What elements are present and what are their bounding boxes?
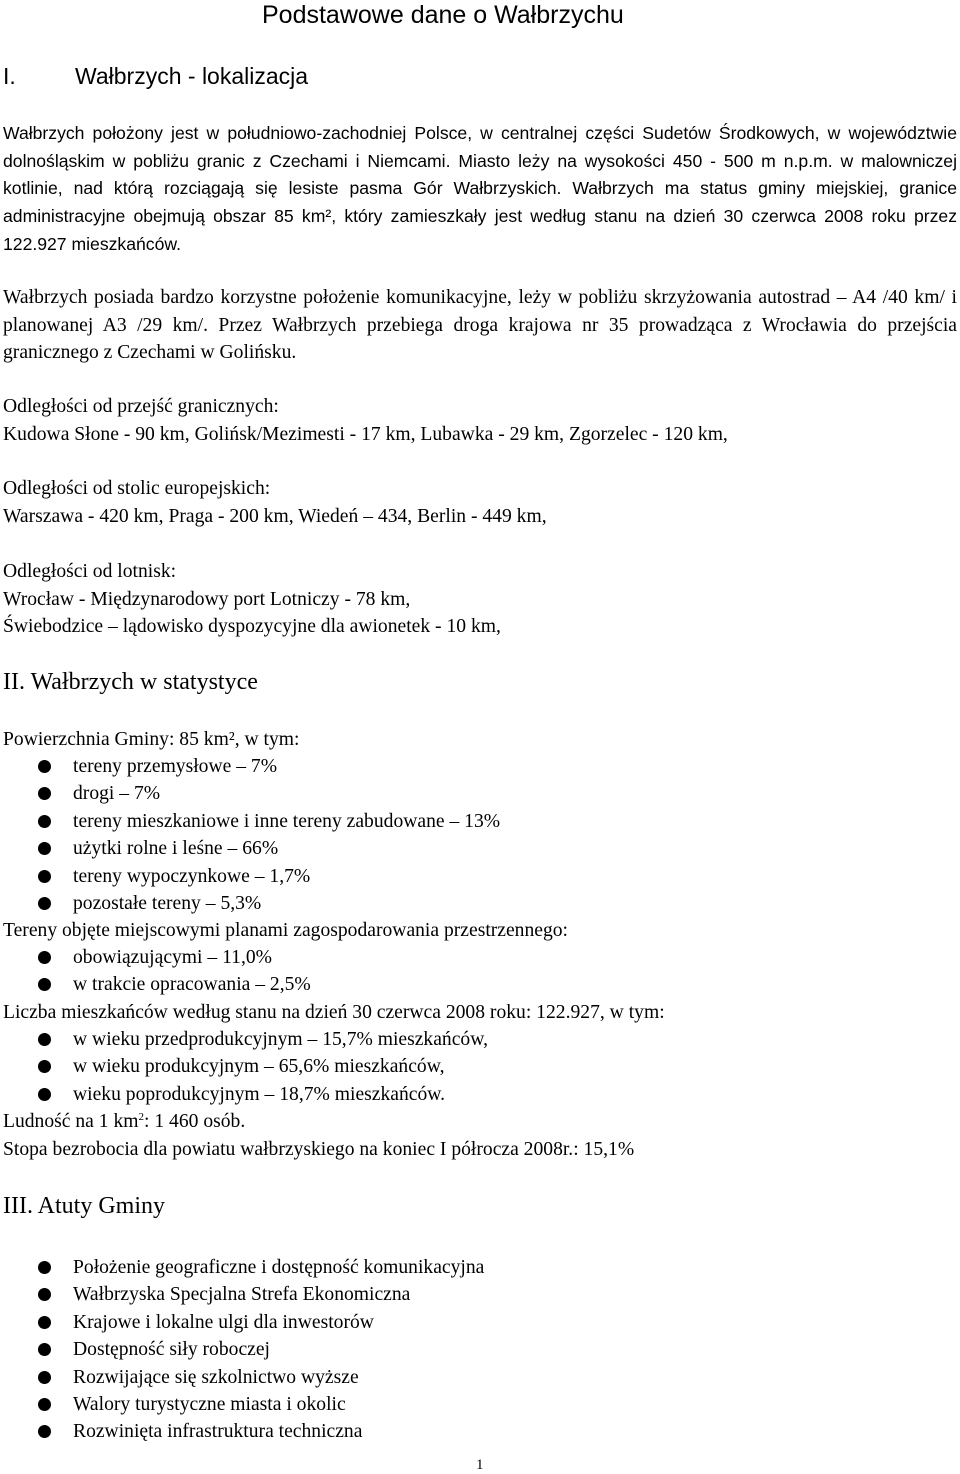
section-3-heading-text: Atuty Gminy <box>37 1193 166 1219</box>
list-item: Położenie geograficzne i dostępność komunikacyjna <box>0 1254 484 1281</box>
bullet-icon <box>38 1343 51 1356</box>
list-item: tereny wypoczynkowe – 1,7% <box>0 863 500 890</box>
list-item: obowiązującymi – 11,0% <box>0 944 311 971</box>
list-item: pozostałe tereny – 5,3% <box>0 890 500 917</box>
bullet-icon <box>38 951 51 964</box>
border-distances-text: Kudowa Słone - 90 km, Golińsk/Mezimesti - 17 km, Lubawka - 29 km, Zgorzelec - 120 km, <box>3 424 728 445</box>
airports-label: Odległości od lotnisk: <box>3 561 177 582</box>
bullet-icon <box>38 1398 51 1411</box>
list-item: tereny mieszkaniowe i inne tereny zabudowane – 13% <box>0 808 500 835</box>
airport-swiebodzice: Świebodzice – lądowisko dyspozycyjne dla awionetek - 10 km, <box>3 616 501 637</box>
bullet-icon <box>38 870 51 883</box>
airport-wroclaw: Wrocław - Międzynarodowy port Lotniczy - 78 km, <box>3 589 411 610</box>
section-1-heading-text: Wałbrzych - lokalizacja <box>75 63 309 89</box>
section-3-heading <box>3 1191 165 1221</box>
list-item: Rozwinięta infrastruktura techniczna <box>0 1418 484 1445</box>
location-paragraph: Wałbrzych położony jest w południowo-zachodniej Polsce, w centralnej części Sudetów Środkowych, w województwie dolnośląskim w pobliżu granic z Czechami i Niemcami. Miasto leży na wysokości 450 - 500 m n.p.m. w malowniczej kotlinie, nad którą rozciągają się lesiste pasma Gór Wałbrzyskich. Wałbrzych ma status gminy miejskiej, granice administracyjne obejmują obszar 85 km², który zamieszkały jest według stanu na dzień 30 czerwca 2008 roku przez 122.927 mieszkańców. <box>3 123 957 254</box>
bullet-icon <box>38 815 51 828</box>
bullet-icon <box>38 897 51 910</box>
list-item: Dostępność siły roboczej <box>0 1336 484 1363</box>
bullet-icon <box>38 1425 51 1438</box>
advantages-list <box>0 1254 484 1446</box>
bullet-icon <box>38 760 51 773</box>
bullet-icon <box>38 1033 51 1046</box>
area-label: Powierzchnia Gminy: 85 km², w tym: <box>3 729 300 750</box>
list-item: wieku poprodukcyjnym – 18,7% mieszkańców. <box>0 1081 488 1108</box>
list-item: Rozwijające się szkolnictwo wyższe <box>0 1364 484 1391</box>
list-item: Wałbrzyska Specjalna Strefa Ekonomiczna <box>0 1281 484 1308</box>
document-title: Podstawowe dane o Wałbrzychu <box>262 1 624 29</box>
list-item: w wieku produkcyjnym – 65,6% mieszkańców, <box>0 1053 488 1080</box>
section-1-number: I. <box>3 63 16 89</box>
list-item: drogi – 7% <box>0 780 500 807</box>
population-list <box>0 1026 488 1108</box>
plans-list <box>0 944 311 999</box>
section-2-heading <box>3 667 258 697</box>
bullet-icon <box>38 842 51 855</box>
capitals-distances-label: Odległości od stolic europejskich: <box>3 478 271 499</box>
population-density: Ludność na 1 $km^2$: 1 460 osób. <box>3 1111 246 1132</box>
list-item: Walory turystyczne miasta i okolic <box>0 1391 484 1418</box>
bullet-icon <box>38 1316 51 1329</box>
bullet-icon <box>38 787 51 800</box>
unemployment-rate: Stopa bezrobocia dla powiatu wałbrzyskiego na koniec I półrocza 2008r.: 15,1% <box>3 1139 635 1160</box>
list-item: w trakcie opracowania – 2,5% <box>0 971 311 998</box>
section-1-heading <box>3 62 308 90</box>
capitals-distances-text: Warszawa - 420 km, Praga - 200 km, Wiedeń – 434, Berlin - 449 km, <box>3 506 547 527</box>
bullet-icon <box>38 1088 51 1101</box>
border-distances-label: Odległości od przejść granicznych: <box>3 396 279 417</box>
transport-paragraph: Wałbrzych posiada bardzo korzystne położenie komunikacyjne, leży w pobliżu skrzyżowania autostrad – A4 /40 km/ i planowanej A3 /29 km/. Przez Wałbrzych przebiega droga krajowa nr 35 prowadząca z Wrocławia do przejścia granicznego z Czechami w Golińsku. <box>3 287 957 364</box>
bullet-icon <box>38 1261 51 1274</box>
bullet-icon <box>38 1288 51 1301</box>
section-2-number: II. <box>3 669 25 695</box>
area-breakdown-list <box>0 753 500 917</box>
bullet-icon <box>38 1371 51 1384</box>
list-item: Krajowe i lokalne ulgi dla inwestorów <box>0 1309 484 1336</box>
list-item: w wieku przedprodukcyjnym – 15,7% mieszkańców, <box>0 1026 488 1053</box>
plans-label: Tereny objęte miejscowymi planami zagospodarowania przestrzennego: <box>3 920 569 941</box>
section-2-heading-text: Wałbrzych w statystyce <box>30 669 258 695</box>
population-label: Liczba mieszkańców według stanu na dzień 30 czerwca 2008 roku: 122.927, w tym: <box>3 1002 665 1023</box>
bullet-icon <box>38 978 51 991</box>
section-3-number: III. <box>3 1193 33 1219</box>
list-item: tereny przemysłowe – 7% <box>0 753 500 780</box>
page-number: 1 <box>476 1457 484 1473</box>
list-item: użytki rolne i leśne – 66% <box>0 835 500 862</box>
bullet-icon <box>38 1060 51 1073</box>
